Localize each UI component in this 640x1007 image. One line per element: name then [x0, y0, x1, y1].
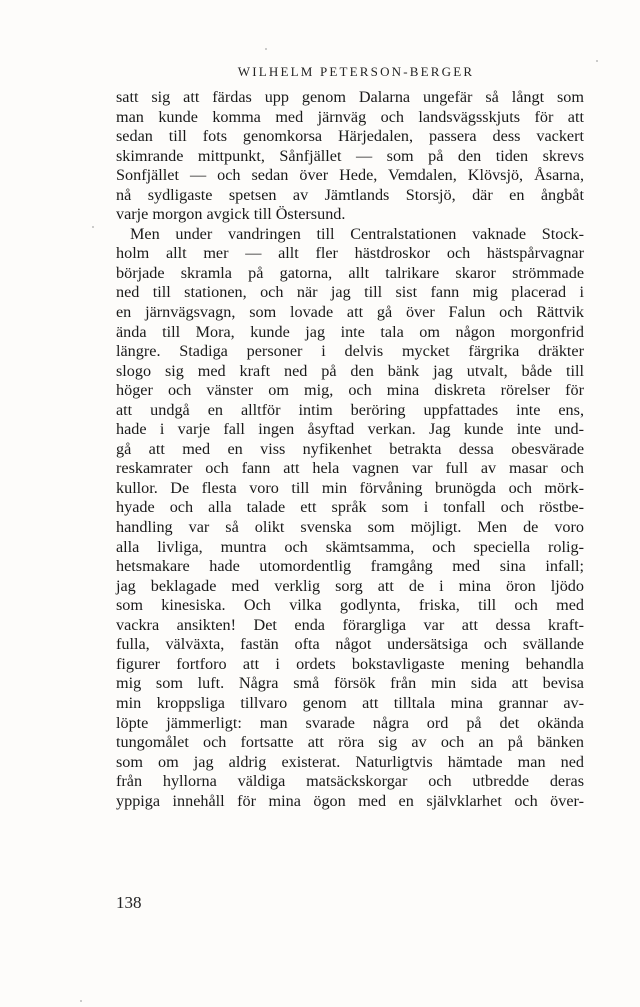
text-line: att undgå en alltför intim beröring uppfattades inte ens,	[116, 400, 584, 419]
text-line: sedan till fots genomkorsa Härjedalen, passera dess vackert	[116, 127, 584, 146]
text-line: som om jag aldrig existerat. Naturligtvis hämtade man ned	[116, 752, 584, 771]
text-line: kullor. De flesta voro till min förvåning brunögda och mörk-	[116, 478, 584, 497]
paper-speck	[596, 60, 598, 62]
text-line: skimrande mittpunkt, Sånfjället — som på den tiden skrevs	[116, 146, 584, 165]
text-line: från hyllorna väldiga matsäckskorgar och utbredde deras	[116, 772, 584, 791]
text-line: en järnvägsvagn, som lovade att gå över Falun och Rättvik	[116, 303, 584, 322]
text-line: alla livliga, muntra och skämtsamma, och speciella rolig-	[116, 537, 584, 556]
text-line: jag beklagade med verklig sorg att de i mina öron ljödo	[116, 576, 584, 595]
text-line: mig som luft. Några små försök från min sida att bevisa	[116, 674, 584, 693]
paper-speck	[80, 1000, 82, 1002]
text-line: yppiga innehåll för mina ögon med en självklarhet och över-	[116, 791, 584, 810]
text-line: figurer fortforo att i ordets bokstavligaste mening behandla	[116, 654, 584, 673]
text-line: hyade och alla talade ett språk som i tonfall och röstbe-	[116, 498, 584, 517]
text-line: man kunde komma med järnväg och landsvägsskjuts för att	[116, 107, 584, 126]
text-line: höger och vänster om mig, och mina diskreta rörelser för	[116, 381, 584, 400]
text-line: varje morgon avgick till Östersund.	[116, 205, 346, 224]
paper-speck	[92, 226, 94, 228]
text-line: slogo sig med kraft ned på den bänk jag utvalt, både till	[116, 361, 584, 380]
text-line: ned till stationen, och när jag till sist fann mig placerad i	[116, 283, 584, 302]
page-number: 138	[116, 893, 142, 912]
text-line: vackra ansikten! Det enda förargliga var att dessa kraft-	[116, 615, 584, 634]
text-line: handling var så olikt svenska som möjligt. Men de voro	[116, 518, 584, 537]
text-line: holm allt mer — allt fler hästdroskor och hästspårvagnar	[116, 244, 584, 263]
text-line: Sonfjället — och sedan över Hede, Vemdalen, Klövsjö, Åsarna,	[116, 166, 584, 185]
text-line: längre. Stadiga personer i delvis mycket färgrika dräkter	[116, 342, 584, 361]
text-line: nå sydligaste spetsen av Jämtlands Storsjö, där en ångbåt	[116, 185, 584, 204]
text-line: Men under vandringen till Centralstationen vaknade Stock-	[130, 224, 584, 243]
text-line: hade i varje fall ingen åsyftad verkan. Jag kunde inte und-	[116, 420, 584, 439]
text-line: reskamrater och fann att hela vagnen var full av masar och	[116, 459, 584, 478]
text-line: började skramla på gatorna, allt talrikare skaror strömmade	[116, 263, 584, 282]
text-line: fulla, välväxta, fastän ofta något undersätsiga och svällande	[116, 635, 584, 654]
text-line: ända till Mora, kunde jag inte tala om någon morgonfrid	[116, 322, 584, 341]
text-line: satt sig att färdas upp genom Dalarna ungefär så långt som	[116, 88, 584, 106]
body-text	[116, 88, 584, 811]
running-head: WILHELM PETERSON-BERGER	[237, 64, 475, 79]
text-line: tungomålet och fortsatte att röra sig av och an på bänken	[116, 733, 584, 752]
text-line: min kroppsliga tillvaro genom att tilltala mina grannar av-	[116, 693, 584, 712]
text-line: som kinesiska. Och vilka godlynta, friska, till och med	[116, 596, 584, 615]
paper-speck	[265, 48, 267, 50]
text-line: hetsmakare hade utomordentlig framgång med sina infall;	[116, 557, 584, 576]
text-line: löpte jämmerligt: man svarade några ord på det okända	[116, 713, 584, 732]
text-line: gå att med en viss nyfikenhet betrakta dessa obesvärade	[116, 439, 584, 458]
